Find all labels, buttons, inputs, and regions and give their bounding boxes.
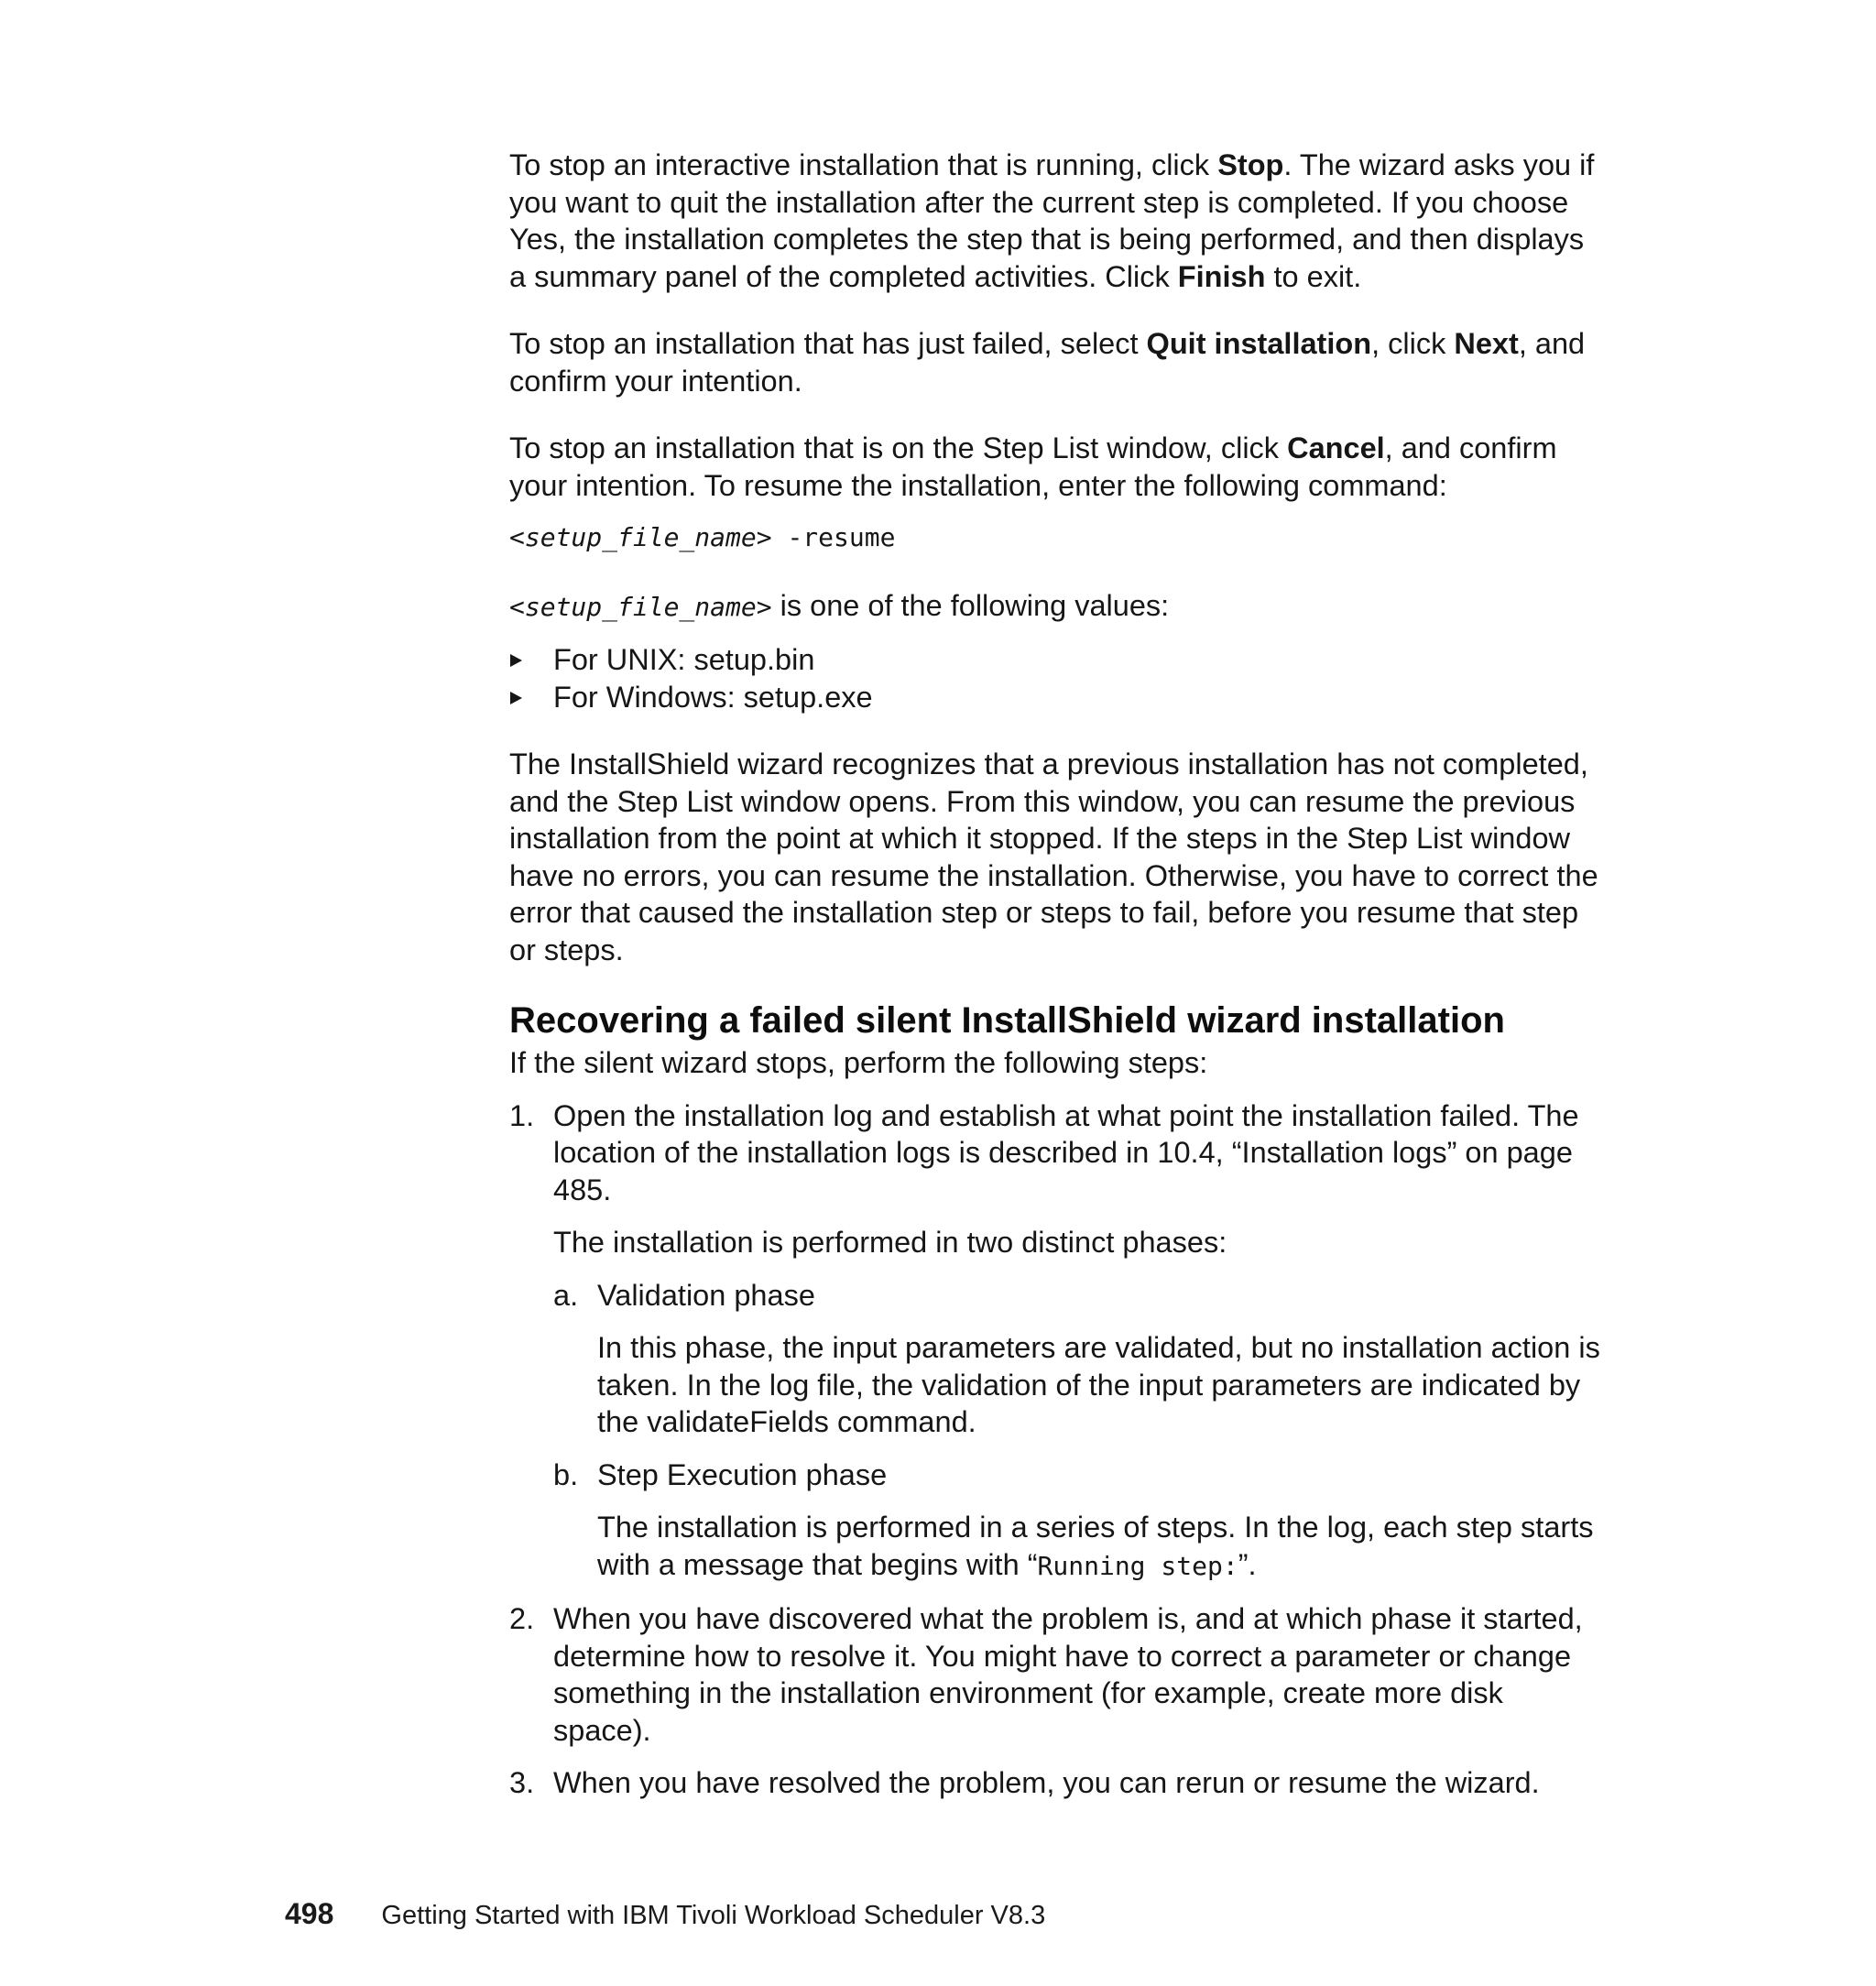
paragraph-stop-step-list xyxy=(509,430,1609,504)
substep-a-body: In this phase, the input parameters are validated, but no installation action is taken. In the log file, the validation of the input parameters are indicated by the validateFields command. xyxy=(597,1331,1600,1438)
page-footer xyxy=(285,1897,1045,1932)
step-3 xyxy=(509,1764,1609,1802)
setup-file-variable: setup_file_name xyxy=(524,591,757,622)
section-heading: Recovering a failed silent InstallShield wizard installation xyxy=(509,1000,1505,1041)
substep-a xyxy=(553,1277,1609,1315)
text-run: < xyxy=(509,591,525,622)
substep-b-body xyxy=(553,1509,1609,1585)
quit-installation-label: Quit installation xyxy=(1146,327,1372,360)
step-text: When you have resolved the problem, you can rerun or resume the wizard. xyxy=(553,1766,1540,1799)
paragraph-stop-interactive xyxy=(509,147,1609,295)
substep-letter: a. xyxy=(553,1278,579,1312)
step-1-followup: The installation is performed in two distinct phases: xyxy=(553,1226,1227,1259)
list-item-text: For UNIX: setup.bin xyxy=(553,643,815,676)
step-text: Open the installation log and establish at what point the installation failed. The location of the installation logs is described in 10.4, “Installation logs” on page 485. xyxy=(553,1098,1579,1206)
book-title: Getting Started with IBM Tivoli Workload Scheduler V8.3 xyxy=(381,1901,1046,1930)
list-item xyxy=(509,641,1609,679)
step-number: 1. xyxy=(509,1098,535,1132)
next-label: Next xyxy=(1454,327,1519,360)
setup-file-name-code xyxy=(509,592,772,622)
step-number: 3. xyxy=(509,1766,535,1799)
setup-file-list xyxy=(509,641,1609,715)
text-run: , and confirm your intention. To resume the installation, enter the following command: xyxy=(509,431,1557,502)
text-run: ”. xyxy=(1238,1547,1257,1581)
triangle-bullet-icon xyxy=(510,654,522,667)
step-1 xyxy=(509,1097,1609,1209)
text-run: To stop an installation that has just failed, select xyxy=(509,327,1147,360)
triangle-bullet-icon xyxy=(510,692,522,704)
list-item xyxy=(509,679,1609,716)
substep-title: Step Execution phase xyxy=(597,1457,888,1491)
text-run: > xyxy=(756,522,772,552)
page-body xyxy=(509,147,1609,1817)
step-number: 2. xyxy=(509,1602,535,1635)
step-text: When you have discovered what the problem is, and at which phase it started, determine how to resolve it. You might have to correct a parameter or change something in the installation environment (for example, create more disk space). xyxy=(553,1602,1583,1747)
resume-command xyxy=(509,519,1609,557)
list-item-text: For Windows: setup.exe xyxy=(553,680,873,714)
resume-argument: -resume xyxy=(771,522,896,552)
page-number: 498 xyxy=(285,1897,334,1930)
text-run: < xyxy=(509,522,525,552)
text-run: is one of the following values: xyxy=(771,588,1170,622)
substep-b xyxy=(553,1457,1609,1494)
stop-label: Stop xyxy=(1217,148,1284,181)
text-run: . The wizard asks you if you want to quit the installation after the current step is completed. If you choose Yes, the installation completes the step that is being performed, and then displays a summary panel of the completed activities. Click xyxy=(509,148,1595,293)
setup-file-variable: setup_file_name xyxy=(524,522,757,552)
text-run: to exit. xyxy=(1265,259,1362,293)
paragraph-installshield-recognizes: The InstallShield wizard recognizes that a previous installation has not completed, and the Step List window opens. From this window, you can resume the previous installation from the point at which it stopped. If the steps in the Step List window have no errors, you can resume the installation. Otherwise, you have to correct the error that caused the installation step or steps to fail, before you resume that step or steps. xyxy=(509,747,1598,966)
text-run: To stop an installation that is on the Step List window, click xyxy=(509,431,1288,464)
paragraph-stop-failed xyxy=(509,325,1609,399)
substep-letter: b. xyxy=(553,1457,579,1491)
running-step-code: Running step: xyxy=(1037,1550,1238,1581)
section-intro: If the silent wizard stops, perform the following steps: xyxy=(509,1046,1208,1079)
step-2 xyxy=(509,1600,1609,1749)
paragraph-setup-file-values xyxy=(509,587,1609,627)
finish-label: Finish xyxy=(1177,259,1266,293)
text-run: > xyxy=(756,591,772,622)
text-run: , and confirm your intention. xyxy=(509,327,1586,398)
text-run: To stop an interactive installation that is running, click xyxy=(509,148,1218,181)
text-run: The installation is performed in a series of steps. In the log, each step starts with a message that begins with “ xyxy=(597,1511,1594,1581)
substep-title: Validation phase xyxy=(597,1278,815,1312)
text-run: , click xyxy=(1371,327,1455,360)
cancel-label: Cancel xyxy=(1287,431,1385,464)
substeps xyxy=(509,1277,1609,1586)
